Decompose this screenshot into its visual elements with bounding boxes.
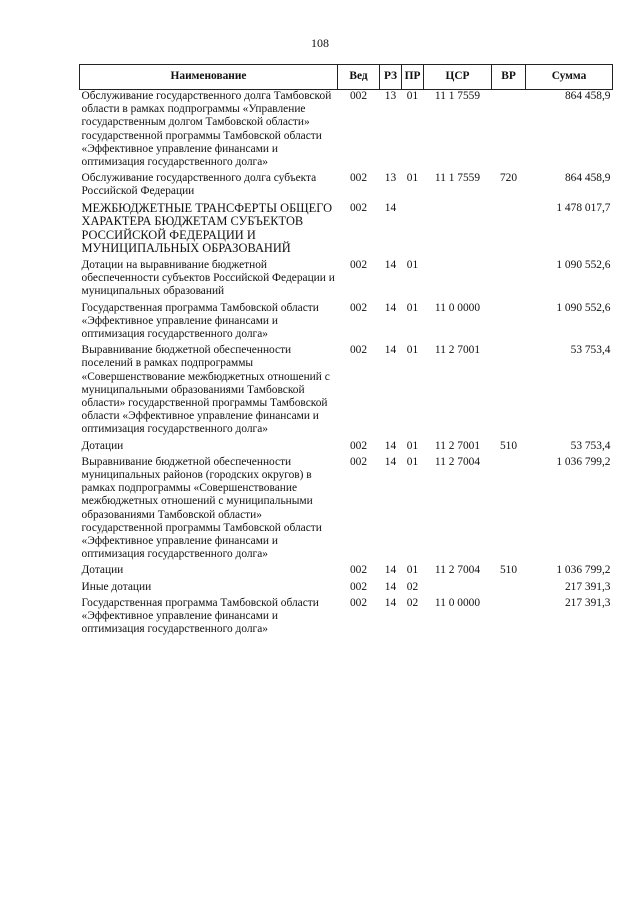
row-name: Выравнивание бюджетной обеспеченности муниципальных районов (городских округов) в рамках подпрограммы «Совершенствование межбюджетных отношений с муниципальными образованиями Тамбовской области» государственной программы Тамбовской области «Эффективное управление финансами и оптимизация государственного долга» — [81, 455, 322, 561]
row-pr: 02 — [406, 580, 419, 593]
row-vr — [492, 259, 526, 302]
row-vr — [492, 302, 526, 345]
header-pr: ПР — [402, 65, 424, 90]
row-sum: 1 036 799,2 — [556, 455, 611, 468]
table-row — [80, 302, 613, 345]
row-rz: 14 — [384, 455, 397, 468]
row-name: Дотации на выравнивание бюджетной обеспеченности субъектов Российской Федерации и муниципальных образований — [81, 259, 335, 298]
row-pr: 01 — [406, 344, 419, 357]
header-ved: Вед — [338, 65, 380, 90]
row-name: Обслуживание государственного долга субъекта Российской Федерации — [81, 172, 317, 198]
table-row — [80, 597, 613, 640]
row-pr: 01 — [406, 259, 419, 271]
row-vr: 720 — [499, 172, 518, 185]
header-vr: ВР — [492, 65, 526, 90]
row-csr — [424, 259, 492, 302]
row-name: Выравнивание бюджетной обеспеченности поселений в рамках подпрограммы «Совершенствование межбюджетных отношений с муниципальными образованиями Тамбовской области» государственной программы Тамбовской области «Эффективное управление финансами и оптимизация государственного долга» — [81, 344, 330, 436]
table-header-row — [80, 65, 613, 90]
row-csr: 11 2 7001 — [434, 439, 481, 452]
row-rz: 14 — [384, 201, 397, 214]
row-name: Дотации — [81, 439, 124, 452]
row-ved: 002 — [349, 172, 368, 185]
row-rz: 13 — [384, 90, 397, 102]
row-vr — [492, 456, 526, 565]
row-sum: 53 753,4 — [570, 439, 611, 452]
row-sum: 53 753,4 — [570, 344, 611, 357]
header-name: Наименование — [80, 65, 338, 90]
row-rz: 14 — [384, 439, 397, 452]
row-ved: 002 — [349, 580, 368, 593]
row-vr — [492, 344, 526, 439]
row-rz: 14 — [384, 596, 397, 609]
row-vr — [492, 581, 526, 597]
row-ved: 002 — [349, 301, 368, 314]
row-name: Обслуживание государственного долга Тамбовской области в рамках подпрограммы «Управление государственным долгом Тамбовской области» государственной программы Тамбовской области «Эффективное управление финансами и оптимизация государственного долга» — [81, 90, 332, 169]
row-sum: 217 391,3 — [564, 596, 611, 609]
table-row — [80, 581, 613, 597]
row-rz: 14 — [384, 564, 397, 577]
row-ved: 002 — [349, 564, 368, 577]
row-csr: 11 2 7004 — [434, 564, 481, 577]
row-csr: 11 0 0000 — [434, 596, 481, 609]
row-pr: 01 — [406, 439, 419, 452]
row-rz: 14 — [384, 301, 397, 314]
row-csr — [424, 581, 492, 597]
row-pr: 01 — [406, 564, 419, 577]
page-number: 108 — [311, 36, 329, 50]
row-ved: 002 — [349, 201, 368, 214]
row-sum: 1 090 552,6 — [556, 259, 611, 271]
row-rz: 13 — [384, 172, 397, 185]
row-csr — [424, 202, 492, 259]
row-name: МЕЖБЮДЖЕТНЫЕ ТРАНСФЕРТЫ ОБЩЕГО ХАРАКТЕРА БЮДЖЕТАМ СУБЪЕКТОВ РОССИЙСКОЙ ФЕДЕРАЦИИ И МУНИЦИПАЛЬНЫХ ОБРАЗОВАНИЙ — [81, 200, 333, 256]
row-sum: 1 036 799,2 — [556, 564, 611, 577]
table-row-section — [80, 202, 613, 259]
header-rz: РЗ — [380, 65, 402, 90]
row-ved: 002 — [349, 90, 368, 102]
row-sum: 1 090 552,6 — [556, 301, 611, 314]
row-vr — [492, 597, 526, 640]
row-csr: 11 1 7559 — [434, 90, 481, 102]
row-sum: 864 458,9 — [564, 172, 611, 185]
row-pr — [402, 202, 424, 259]
row-name: Государственная программа Тамбовской области «Эффективное управление финансами и оптимизация государственного долга» — [81, 596, 319, 636]
table-row — [80, 172, 613, 201]
row-sum: 1 478 017,7 — [556, 201, 611, 214]
row-sum: 217 391,3 — [564, 580, 611, 593]
row-csr: 11 2 7001 — [434, 344, 481, 357]
row-ved: 002 — [349, 439, 368, 452]
header-sum: Сумма — [526, 65, 613, 90]
table-row — [80, 564, 613, 580]
table-row — [80, 90, 613, 173]
row-name: Дотации — [81, 564, 124, 577]
table-row — [80, 259, 613, 302]
table-row — [80, 456, 613, 565]
row-name: Иные дотации — [81, 580, 152, 593]
row-csr: 11 0 0000 — [434, 301, 481, 314]
row-sum: 864 458,9 — [564, 90, 611, 102]
row-csr: 11 1 7559 — [434, 172, 481, 185]
row-pr: 01 — [406, 301, 419, 314]
row-ved: 002 — [349, 455, 368, 468]
row-ved: 002 — [349, 596, 368, 609]
row-rz: 14 — [384, 580, 397, 593]
row-csr: 11 2 7004 — [434, 455, 481, 468]
row-vr — [492, 90, 526, 173]
header-csr: ЦСР — [424, 65, 492, 90]
row-pr: 01 — [406, 90, 419, 102]
table-row — [80, 344, 613, 439]
table-row — [80, 440, 613, 456]
row-pr: 01 — [406, 455, 419, 468]
row-pr: 02 — [406, 596, 419, 609]
row-vr — [492, 202, 526, 259]
row-vr: 510 — [499, 439, 518, 452]
row-pr: 01 — [406, 172, 419, 185]
row-rz: 14 — [384, 259, 397, 271]
row-ved: 002 — [349, 344, 368, 357]
row-name: Государственная программа Тамбовской области «Эффективное управление финансами и оптимизация государственного долга» — [81, 301, 319, 341]
budget-table — [79, 64, 613, 639]
row-rz: 14 — [384, 344, 397, 357]
row-ved: 002 — [349, 259, 368, 271]
row-vr: 510 — [499, 564, 518, 577]
